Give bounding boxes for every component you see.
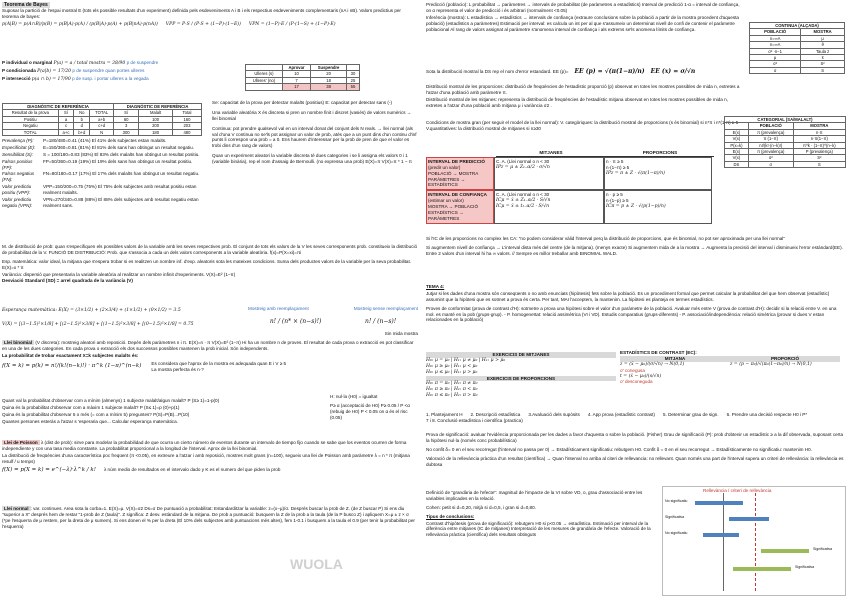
tema4-section: [426, 284, 846, 324]
test-steps: [426, 412, 846, 424]
formula-bayes: p(A|B) = p(A∩B)/p(B) = p(B|A)·p(A) / (p(B|A)·p(A) + p(B|nA)·p(nA)): [2, 22, 158, 28]
diag-cell: b+d: [74, 129, 90, 135]
mini-cell: Ulleres (s): [246, 71, 283, 77]
text-item: n!/(k!·(n−k)!): [748, 142, 793, 148]
diag-cell: 3: [114, 123, 139, 129]
text-item: P(x=k): [725, 142, 749, 148]
ic-conf-proporcions: [604, 190, 712, 223]
expected-variance-formulas: [2, 308, 232, 329]
grandaria-text: Definició de "grandària de l'efecte": magnitud de l'impacte de la VI sobre VD, o, grau d'associació entre les variables implicades en la relació.: [426, 490, 643, 501]
layout-element: [2, 340, 418, 352]
diag-col: Total: [172, 110, 201, 116]
chart-top-label: Rellevància / criteri de rellevància: [703, 488, 772, 493]
sampling-distributions: [426, 84, 742, 110]
p-cond-label: P condicionada: [2, 67, 36, 73]
text-item: n·(1−π) ≥ 5: [606, 164, 630, 170]
bern-text: Quan un experiment aleatori la variable discreta té dues categories i se li assigna els valors 0 i 1 (variable binària), rep el nom d'assaig de Bernoulli. (no expressa una prob) E(X)=π V(X)=π * 1 − π: [212, 153, 412, 164]
text-item: (estimar un valor): [428, 198, 464, 204]
zero-line: [723, 493, 724, 591]
tema4-title: TEMA 4:: [426, 284, 445, 289]
q-line: Quina és la probabilitat d'observar 5 o més (= com a mínim 5) preguntes? P(S)=P(B)...P(10): [2, 411, 190, 417]
text-item: Prevalença (P):: [2, 138, 34, 143]
text-item: No significatiu: [665, 499, 688, 503]
text-item: 7 i 8. Conclusió estadística i científica (practica): [426, 417, 523, 423]
layout-element: [2, 440, 418, 452]
diag-cell: 200: [139, 123, 173, 129]
text-item: Especificitat (E):: [2, 144, 36, 150]
q-line: Quantes persones esteràs a l'atzar s 'esperaria que... Calcular esperança matemàtica.: [2, 418, 178, 424]
est-formula-m2: t = (x̄ − μ₀)/(s/√n): [620, 373, 662, 379]
text-item: DS: [725, 161, 749, 167]
text-item: Falsos negatius (FN):: [2, 171, 35, 183]
p-value-note: P≥ α (acceptació de H0) P≥ 0.05 / P <α (rebuig de H0) P < 0.05 on α és el risc (0.05): [330, 402, 410, 420]
layout-element: [246, 84, 360, 90]
text-item: n · π ≥ 5: [606, 158, 624, 164]
ex-mit-title: EXERCICIS DE MITJANES: [426, 352, 616, 358]
text-item: S²: [793, 155, 845, 161]
interval-bar: [729, 517, 769, 521]
text-item: n·(1−p) ≥ 5: [606, 198, 629, 204]
layout-element: [2, 506, 418, 530]
mini-cell: 55: [346, 84, 359, 90]
interval-bar: [761, 549, 809, 553]
mini-cell: 18: [311, 77, 347, 83]
diagnostic-definitions: [2, 138, 202, 210]
binomial-section: [2, 340, 418, 372]
text-item: Falsos positius (FP):: [2, 158, 33, 170]
ee-text: Sota la distribució mostral la DS rep el nom d'error estandard. EE (p)=: [426, 68, 569, 74]
diag-cell: 203: [172, 123, 201, 129]
diag-cell: TOTAL: [3, 129, 59, 135]
diag-cell: 300: [114, 129, 139, 135]
right-column: [424, 0, 848, 599]
ic-notes: [426, 236, 846, 258]
layout-element: [620, 362, 730, 386]
p-int-note: p de susp. i portar ulleres a la vegada: [72, 75, 149, 81]
mini-cell: [246, 84, 283, 90]
layout-element: [725, 161, 846, 167]
valor-text: Valoració de la rellevància pràctica d'un resultat (científica) → Quan l'interval no arriba al citeri de rellevancia: no rellevant. Quan només una part de l'interval supera un criteri de rellevància: la rellevància es dubtosa: [426, 455, 844, 467]
diag-cell: d: [74, 123, 90, 129]
formula-vpp: VPP = P·S / (P·S + (1−P)·(1−E)): [165, 22, 241, 28]
diag-cell: 480: [172, 129, 201, 135]
proves-text: Proves de conformitat (prova de contrast d'H): sotmetre a prova una hipòtesi sobre el valor d'un paràmetre de la població. Avaluar més entre V (prova de contrast d'H): decidir si la relació entre V. en una mol. es manté en la pob (grups-grup). - P. homogeneïtat: relació assimètrica (VI i VD). Estudis comparatius (grups-diferents) - P. associació/independència: relació simètrica (provar si dues V estan relacionades en la població): [426, 305, 837, 323]
cont-text: Continua: pot prendre qualsevol val en un interval donat del conjunt dels N reals. → llei normal (als val d'una V continua no se'ls pot assignar un valor de prob, atès que a un punt dins d'un continu d'inf punts li correspon una prob = a 0. Ens haurem d'interessar per la prob de pren de que el valor es trobi dins d'un rang de valors): [212, 125, 417, 149]
text-item: ϑ: [801, 42, 845, 48]
text-item: 1. Plantejament H: [426, 412, 463, 417]
poisson-text: λ (dist de prob): sirve para modelar la probabilidad de que ocurra un cierto número de eventos durante un intervalo de tiempo fijo cuando se sabe que los eventos ocurren de forma independiente y con una tasa media constante. La probabilitat proporcional a la longitud de l'interval. Aprox de la llei binomial.: [2, 440, 407, 451]
def-row: [2, 138, 202, 144]
ic-conf-mitjanes: [494, 190, 604, 223]
diag-header-2: DIAGNÒSTIC DE REFERÈNCIA: [114, 104, 202, 110]
vars-text: Se: capacitat de la prova per detectar malalts (positius) E: capacitat per detectar sans (-): [212, 100, 393, 105]
text-item: E(x): [725, 129, 749, 135]
comb-formula-1: n! / (n* × (n−s)!): [269, 317, 322, 325]
var-formula: V(X) = [(3−1.5)²×1/8] + [(2−1.5)²×3/8] + [(1−1.5)²×3/8] + [(0−1.5)²×1/8] = 0.75: [2, 321, 194, 327]
diag-col: Malalt: [139, 110, 173, 116]
ic-pred-proporcions: [604, 157, 712, 190]
layout-element: [2, 361, 418, 373]
probability-types: [2, 60, 242, 84]
diag-cell: N: [90, 129, 114, 135]
text-item: ESTADÍSTICS → PARÀMETRES: [428, 209, 464, 221]
diagnostic-table: [2, 103, 202, 136]
diag-cell: b: [74, 116, 90, 122]
mini-h2: Suspendre: [311, 65, 347, 71]
est-formula-m: z = (x̄ − μ₀)/(σ/√n) → N(0,1): [620, 361, 685, 367]
text-item: n·π(1−π): [793, 136, 845, 142]
categorial-table: [724, 116, 846, 168]
diag-cell: 60: [114, 116, 139, 122]
mini-h1: Aprovar: [282, 65, 310, 71]
ic-pred-box: [426, 157, 494, 190]
text-item: MITJANA: [620, 356, 730, 362]
p-int-label: P intersecció: [2, 75, 31, 81]
mini-cell: 38: [311, 84, 347, 90]
binom-text: (V discreta): mostreig aleatori amb reposició. Depèn dels paràmetres n i π. E(X)=n · π V(X)=E² (1−π) Hi ha un nombre n de proves. El resultat de cada prova o extracció es pot classificar en una de les dues categories. En cada prova o extracció els dos successos possibles mantenen la prob inicial. Són independents.: [2, 340, 414, 351]
cond-text: Condicions de mostra gran (per seguir el model de la llei normal): V. categòriques: la distribució mostral de proporcions (s és binomial) si n*π i n*(1-π) ≥ 5 V.quantitatives: la distribució mostral de mitjanes si n≥30: [426, 120, 739, 131]
normal-section: [2, 506, 418, 531]
diag-header-1: DIAGNÒSTIC DE REFERÈNCIA: [3, 104, 114, 110]
diag-cell: 100: [139, 116, 173, 122]
text-item: VPN=270/340=0.88 (88%) El 88% dels subjectes amb resultat negatiu estan realment sans.: [43, 196, 199, 208]
text-item: H₀: μ = μ₀ | H₁: μ ≠ μ₀ | H₁: μ > μ₀: [426, 357, 506, 363]
diag-col: TOTAL: [90, 110, 114, 116]
diag-cell: Negatiu: [3, 123, 59, 129]
text-item: H₀: π ≥ π₀ | H₁: π < π₀: [426, 387, 478, 393]
ic-text: Si l'IC de les proporcions no complex les CA: "no podem considerar vàlid l'interval perq la distribució de proporcions, que és binomial, no pot ser aproximada per una llei normal": [426, 236, 785, 241]
text-item: S²: [801, 61, 845, 67]
mini-cell: 30: [346, 71, 359, 77]
significance-section: [426, 432, 846, 468]
text-item: n · p ≥ 5: [606, 192, 623, 198]
bayes-intro: Suposar la partició de l'espai mostral E (tots els possible resultats d'un experiment) definida pels esdeveniments A i B i els respectius esdeveniments complementaris (nA i nB). Valors predictius per teorema de bayes:: [2, 8, 401, 20]
diag-cell: c: [58, 123, 74, 129]
esp-text: Esp. matemàtica: valor ideal, la mitjana que s'espera trobar si es realitzen un nombre inf. d'exp. aleatoris sota les mateixes condicions. Suma dels productes valors de la variable per la seva probabilitat. E(X)=x * π: [2, 258, 412, 270]
diag-cell: c+d: [90, 123, 114, 129]
p-ind-formula: P(a) = a / total mostra = 38/90: [53, 61, 126, 66]
ic-header-proporcions: PROPORCIONS: [606, 150, 714, 157]
mini-cell: 7: [282, 77, 310, 83]
layout-element: [151, 361, 286, 373]
tema4-text: Jutjar si les dades d'una mostra són conseqüents o no amb enunciats (hipòtesis) fets sobre la població. Es un procediment formal que permet calcular la probabilitat del que hem observat (estadístic) assumint que la hipòtesi que es sotmet a prova és certa. Per tant, MAI l'acceptem, la mantenim. La hipòtesi es planteja en termes estadístics.: [426, 290, 830, 302]
p-ind-label: P individual o marginal: [2, 60, 53, 65]
hypothesis-notes: [330, 394, 418, 422]
q-line: Quina és la probabilitat d'observar com a màxim 1 subjecte malalt? P (S≤ 1)=p (0)+p(1): [2, 404, 180, 410]
layout-element: [620, 362, 846, 386]
text-item: P (prevalença): [793, 148, 845, 154]
continua-table: [749, 22, 845, 74]
ic-header-mitjanes: MITJANES: [496, 150, 606, 157]
layout-element: [426, 190, 716, 223]
p-cond-formula: P(a|b) = 17/20: [37, 68, 72, 74]
pdesc-text: Prova de significació: avaluar l'evidència proporcionada per les dades a favor d'aquesta o sobre la població. (Fisher) Grau de significació (P): prob d'obtenir un estadístic ≥ a la dif observada, suposant certa la hipòtesi nul·la (només conc probabilística): [426, 432, 844, 443]
estadistics-contrast: [620, 350, 846, 385]
text-item: V(x): [725, 155, 749, 161]
text-item: σ²: [748, 155, 793, 161]
text-item: σ² ·n−1: [750, 48, 801, 54]
diag-cell: 160: [172, 116, 201, 122]
text-item: 6. Prendre una decisió respecte H0 i P*: [726, 412, 808, 417]
text-item: IPz = π ± Z · √(π(1−π)/n): [606, 170, 665, 176]
text-item: 2. Descripció estadística: [470, 412, 521, 417]
mini-cell: 20: [311, 71, 347, 77]
mini-contingency-table: [245, 64, 360, 91]
text-item: PARÀMETRES → ESTADÍSTICS: [428, 176, 466, 188]
diag-col: Sí: [58, 110, 74, 116]
text-item: No significatiu: [665, 531, 688, 535]
layout-element: [2, 68, 242, 75]
text-item: x̄: [801, 54, 845, 60]
est-title: ESTADÍSTICS DE CONTRAST (EC):: [620, 350, 697, 355]
diag-cell: 180: [139, 129, 173, 135]
poisson-note: λ núm medio de resultados en el intervalo dado y K es el numero del que piden la prob: [103, 467, 281, 473]
text-item: π (prevalença): [748, 129, 793, 135]
text-item: POBLACIÓ: [748, 123, 793, 129]
text-item: H₀: π = π₀ | H₁: π ≠ π₀: [426, 381, 478, 387]
poisson-section: [2, 440, 418, 474]
prediction-inference: [426, 2, 742, 33]
mini-cell: Ulleres' (no): [246, 77, 283, 83]
binom-prob: La probabilitat de trobar exactament X=k subjectes malalts és:: [2, 352, 139, 358]
text-item: H₀: μ ≥ μ₀ | H₁: μ < μ₀: [426, 363, 478, 369]
diag-cell: a+c: [58, 129, 74, 135]
text-item: n=∞A: [750, 35, 801, 41]
binomial-questions: [2, 398, 292, 426]
bayes-section: [2, 2, 418, 28]
text-item: MOSTRA → POBLACIÓ: [428, 204, 479, 209]
interval-bar: [703, 533, 739, 537]
watermark-logo: WUOLA: [290, 556, 343, 572]
layout-element: [3, 129, 202, 135]
def-row: [2, 152, 202, 158]
standard-error: [426, 68, 742, 76]
sampling-combinatorics: [248, 306, 418, 336]
layout-element: [248, 306, 418, 312]
text-item: Significativa: [813, 547, 833, 551]
text-item: C. A. (Llei normal o n < 30: [496, 192, 550, 198]
distribution-section: [2, 244, 418, 285]
text-item: PROPORCIÓ: [730, 356, 840, 362]
layout-element: [496, 150, 716, 157]
ee-formula-p: EE (p) = √(π(1−π)/n): [574, 68, 645, 75]
relevance-diagram: [662, 486, 846, 596]
tipus-title: Tipus de conclusions:: [426, 513, 475, 519]
text-item: 4. App prova (estadístic contrast): [587, 412, 655, 417]
text-item: S = 100/180=0.83 (83%) El 83% dels malalts han obtingut un resultat positiu.: [43, 151, 200, 157]
est-side-1: σ' conegusa: [620, 367, 645, 373]
text-item: V(x): [725, 136, 749, 142]
layout-element: [750, 67, 845, 73]
exercicis-box: [426, 352, 616, 399]
layout-element: [730, 362, 840, 386]
poisson-text-2: La distribució de freqüències d'una característica poc freqüent (π <0.05), en extreure a l'atzar i amb reposició, mostres molt grans (n=100), segueix una llei de Poisson amb paràmetre λ = n * π (mitjana resulf / u temps): [2, 452, 410, 464]
text-item: IPz = μ ± Z₁₋α/2 · σ/√n: [496, 164, 550, 170]
def-row: [2, 184, 202, 196]
text-item: π (prevalença): [748, 148, 793, 154]
h-null-note: H: nul·la (H0) = igualtat: [330, 394, 378, 399]
diag-col: Resultat de la prova: [3, 110, 59, 116]
layout-element: [2, 467, 418, 474]
ic-conf-label: INTERVAL DE CONFIANÇA: [428, 192, 487, 198]
cont-col: MOSTRA: [801, 29, 845, 35]
bayes-title: Teorema de Bayes: [4, 2, 48, 8]
text-item: μ: [750, 54, 801, 60]
text-item: n·π: [793, 129, 845, 135]
diag-cell: a: [58, 116, 74, 122]
def-row: [2, 159, 202, 171]
var-text: Variància: dispersió que presentaria la variable aleatòria al realitzar un nombre infinit d'experiments. V(X)=E² (1−π): [2, 271, 236, 277]
poisson-title: Llei de Poisson: [4, 440, 38, 445]
text-item: Sensibilitat (S):: [2, 151, 33, 157]
dist-mit: Distribució mostral de les mitjanes: representa la distribució de freqüències de l'estadístic mitjana observat en totes les mostres possibles de mida n, extretes a l'atzar d'una població amb mitjana μ i variància σ2 .: [426, 96, 728, 108]
text-item: VPP=150/200=0.75 (75%) El 75% dels subjectes amb resultat positiu estan realment malalts.: [43, 184, 197, 195]
p-cond-note: p de suspendre quan portes ulleres: [72, 67, 145, 73]
normal-title: Llei normal: [4, 506, 29, 511]
text-item: P=180/480=0.41 (41%) El 41% dels subjectes estan malalts.: [43, 138, 167, 143]
text-item: POBLACIÓ → MOSTRA: [428, 170, 479, 176]
layout-element: [426, 157, 716, 190]
esp-formula: Esperança matemàtica: E(X) = (3×1/2) + (2×3/4) + (1×1/2) + (0×1/2) = 3.5: [2, 308, 181, 313]
ic-conf-box: [426, 190, 494, 223]
inf-text: Inferència (mostra): L estadística → estadístics → intervals de confiança (extraure conclusions sobre la població a partir de la mostra procedent d'aquesta població) (estadístics a paràmetres) Estimació per interval: es calcula un int per al que s'assumeix un determinat nivell de confi de contenir el paràmetre poblacional Al rang de valors assignat al paràmetre s'anomena interval de confiança i als extrems se'ls anomena límits de confiança.: [426, 14, 739, 32]
est-formula-p: z = (p − π₀)/√(π₀(1−π₀)/n) → N(0,1): [730, 361, 812, 367]
def-row: [2, 145, 202, 151]
mini-cell: 10: [282, 71, 310, 77]
text-item: Taula z: [801, 48, 845, 54]
nivell-text: Si augmentem nivell de confiança → L'interval dista més del centre (de la mitjana). (menys exacte) Si augmentem mida de a la mostra → Augmenta la precisió del interval i disminueix l'error estàndard(EE). Entre 2 valors d'un interval hi ha ∞ valors. // Sempre es millor treballar amb BINOMIAL WALD.: [426, 244, 843, 256]
dist-prop: Distribució mostral de les proporcions: distribució de freqüències de l'estadístic proporció (p) observat en totes les mostres possibles de mida n, extretes a l'atzar d'una població amb paràmetre π.: [426, 84, 740, 95]
text-item: (predir un valor): [428, 164, 461, 170]
est-side-2: σ' desconeguda: [620, 379, 653, 385]
def-row: [2, 197, 202, 209]
mostreig-sense: Mostreig sense reemplaçament: [353, 306, 418, 311]
text-item: Significativa: [665, 515, 685, 519]
effect-size-section: [426, 490, 656, 539]
p-int-formula: p(a ∩ b) = 17/90: [31, 76, 71, 82]
conditions: [426, 120, 742, 133]
diag-cell: a+b: [90, 116, 114, 122]
conf-text: No confit δ= 0 en el seu recorregut (l'interval no passa per 0) → Estadísticament significatiu: rebutgem H0. Confit δ = 0 en el seu recorregut → Estadísticamente no significatiu: mantenim H0.: [426, 446, 812, 452]
binom-note-1: Es considera que l'aprox de la mostra es adequada quan E i V ≥ 5: [151, 360, 287, 366]
text-item: ICμ = x̄ ± Z₁₋α/2 · S/√n: [496, 198, 551, 204]
q-line: Quant val la probabilitat d'observar com a mínim (almenys) 1 subjecte malalt/algun malalt? P (S≥ 1)=1-p(0): [2, 398, 220, 403]
pred-text: Predicció (poblacio): L probabilitat → paràmetres → intervals de probabilitat (de paràmetres a estadístics) Interval de predicció 1-α = interval de confiança, on α representa el valor de predicció i és arbitrari (normalment <0.05): [426, 2, 740, 13]
interval-grid: [426, 150, 716, 230]
ic-pred-mitjanes: [494, 157, 604, 190]
tipus-text: Contrast d'hipòtesis (prova de significació): rebutgem H0 si p<0.05 → estadística. Estimació per interval de la diferència entre mitjanes (IC de mitjanes) Interpretació de les mesures de grandària de l'efecte. Valoració de la rellevància pràctica (científica) dels resultats obtinguts: [426, 520, 651, 538]
text-item: S: [801, 67, 845, 73]
text-item: H₀: π ≤ π₀ | H₁: π > π₀: [426, 393, 478, 399]
def-row: [2, 171, 202, 183]
binom-title: Llei binomial: [4, 340, 33, 345]
diag-col: No: [74, 110, 90, 116]
text-item: H₀: μ ≤ μ₀ | H₁: μ > μ₀: [426, 369, 478, 375]
text-item: Valor predictiu negatiu (VPN):: [2, 196, 33, 208]
binom-formula: f(X = k) = p(k) = n!/(k!(n−k)!) · π^k (1−π)^(n−k): [2, 362, 142, 369]
poisson-formula: f(X) = p(X = k) = e^(−λ)·λ^k / k!: [2, 466, 96, 473]
text-item: E=150/360=0.81 (81%) El 81% dels sans han obtingut un resultat negatiu.: [43, 144, 194, 150]
text-item: σ: [748, 161, 793, 167]
text-item: C. A. (Llei normal o n < 30: [496, 158, 550, 164]
variables-notes: [212, 100, 417, 166]
ex-prop-title: EXERCICIS DE PROPORCIONS: [426, 376, 616, 382]
text-item: σ: [750, 67, 801, 73]
diag-col: Sí: [114, 110, 139, 116]
diag-cell: Positiu: [3, 116, 59, 122]
mostreig-amb: Mostreig amb reemplaçament: [248, 306, 309, 311]
text-item: 3.Avaluació dels supòsits: [528, 412, 580, 417]
text-item: E(x): [725, 148, 749, 154]
cohen-text: Cohen: petit si d=0,20, mitjà si d=0,5, i gran si d=0,80.: [426, 504, 536, 510]
left-column: [0, 0, 420, 599]
va-text: Una variable aleatòria X és discreta si pren un nombre finit i discret (vasiés) de valors numèrics → llei binomial: [212, 109, 412, 121]
cont-col: POBLACIÓ: [750, 29, 801, 35]
layout-element: [248, 318, 418, 326]
text-item: FP=50/360=0.19 (19%) El 19% dels sans han obtingut un resultat positiu.: [43, 158, 193, 164]
ee-formula-x: EE (x) = σ/√n: [650, 68, 696, 75]
sin-mida: Sin mida mostra: [384, 330, 418, 336]
text-item: n=∞A: [750, 42, 801, 48]
text-item: μ: [801, 35, 845, 41]
normal-text: : var. continues. Area sota la corba=1. E(X)=μ. V(X)=σ2 Ds=σ De puntuació a probabilitat: Estandarditzar la variable: z=(x−μ)/σ. Després buscar la prob de Z. (de Z buscar P) Si ens diu "superior a X" després hem de restar "1-prob de Z (taula)". Z significa: Z desv. estàndard de la mitjana. De prob a puntuació: busquem la Z de la prob a la taula (de la P busco Z) i apliquem X=μ ± z × σ (*pe l'esquerra de μ restem, per la dreta de μ sumem). Si ens donen el % per la dreta (El 10% dels subjectes amb puntuacions més altes), fem 1-0.1 i busquem a la taula el 0.9 (per tenir la probabilitat per l'esquerra): [2, 506, 415, 529]
layout-element: [2, 60, 242, 67]
mini-cell: 17: [282, 84, 310, 90]
text-item: Significativa: [795, 565, 815, 569]
interval-bar: [733, 567, 791, 571]
text-item: ICπ = p ± Z · √(p(1−p)/n): [606, 204, 666, 209]
bayes-formulas: [2, 22, 418, 28]
formula-vpn: VPN = (1−P)·E / (P·(1−S) + (1−P)·E): [248, 22, 336, 28]
relevance-line: [755, 493, 756, 591]
binom-note-2: La mostra perfecta és n·?: [151, 366, 204, 372]
text-item: Valor predictiu positiu (VPP):: [2, 184, 32, 195]
cont-title: CONTINUA (ALÇADA): [750, 23, 845, 29]
md-text: M. de distribució de prob: quan s'especifiquen els possibles valors de la variable amb les seves respectives prob. El conjunt de tots els valors de la V les seves corresponents prob. constitueix la distribució de probabilitat de la V. FUNCIÓ DE DISTRIBUCIÓ: Prob. que s'associa a cada un dels valors corresponents a la variable aleatòria. f(x)=P(X=xi)=πi: [2, 244, 418, 255]
cat-title: CATEGORIAL (SA/MALALT): [725, 117, 846, 123]
text-item: ICμ = x̄ ± t₁₋α/2 · S/√n: [496, 204, 550, 209]
text-item: σ²: [750, 61, 801, 67]
desv-text: Desviació Standard (SD) = arrel quadrada de la variància (V): [2, 278, 133, 284]
text-item: π^k · (1−π)^(n−k): [793, 142, 845, 148]
ic-pred-label: INTERVAL DE PREDICCIÓ: [428, 158, 485, 164]
layout-element: [2, 76, 242, 83]
mini-cell: 25: [346, 77, 359, 83]
interval-bar: [695, 501, 743, 505]
text-item: π (1−π): [748, 136, 793, 142]
comb-formula-2: n! / (n−s)!: [365, 317, 397, 325]
text-item: 5. Determinar grau de sign.: [662, 412, 719, 417]
text-item: S: [793, 161, 845, 167]
text-item: FN=80/180=0.17 (17%) El 17% dels malalts han obtingut un resultat negatiu.: [43, 171, 200, 177]
p-ind-note: p de suspendre: [126, 60, 159, 65]
text-item: MOSTRA: [793, 123, 845, 129]
